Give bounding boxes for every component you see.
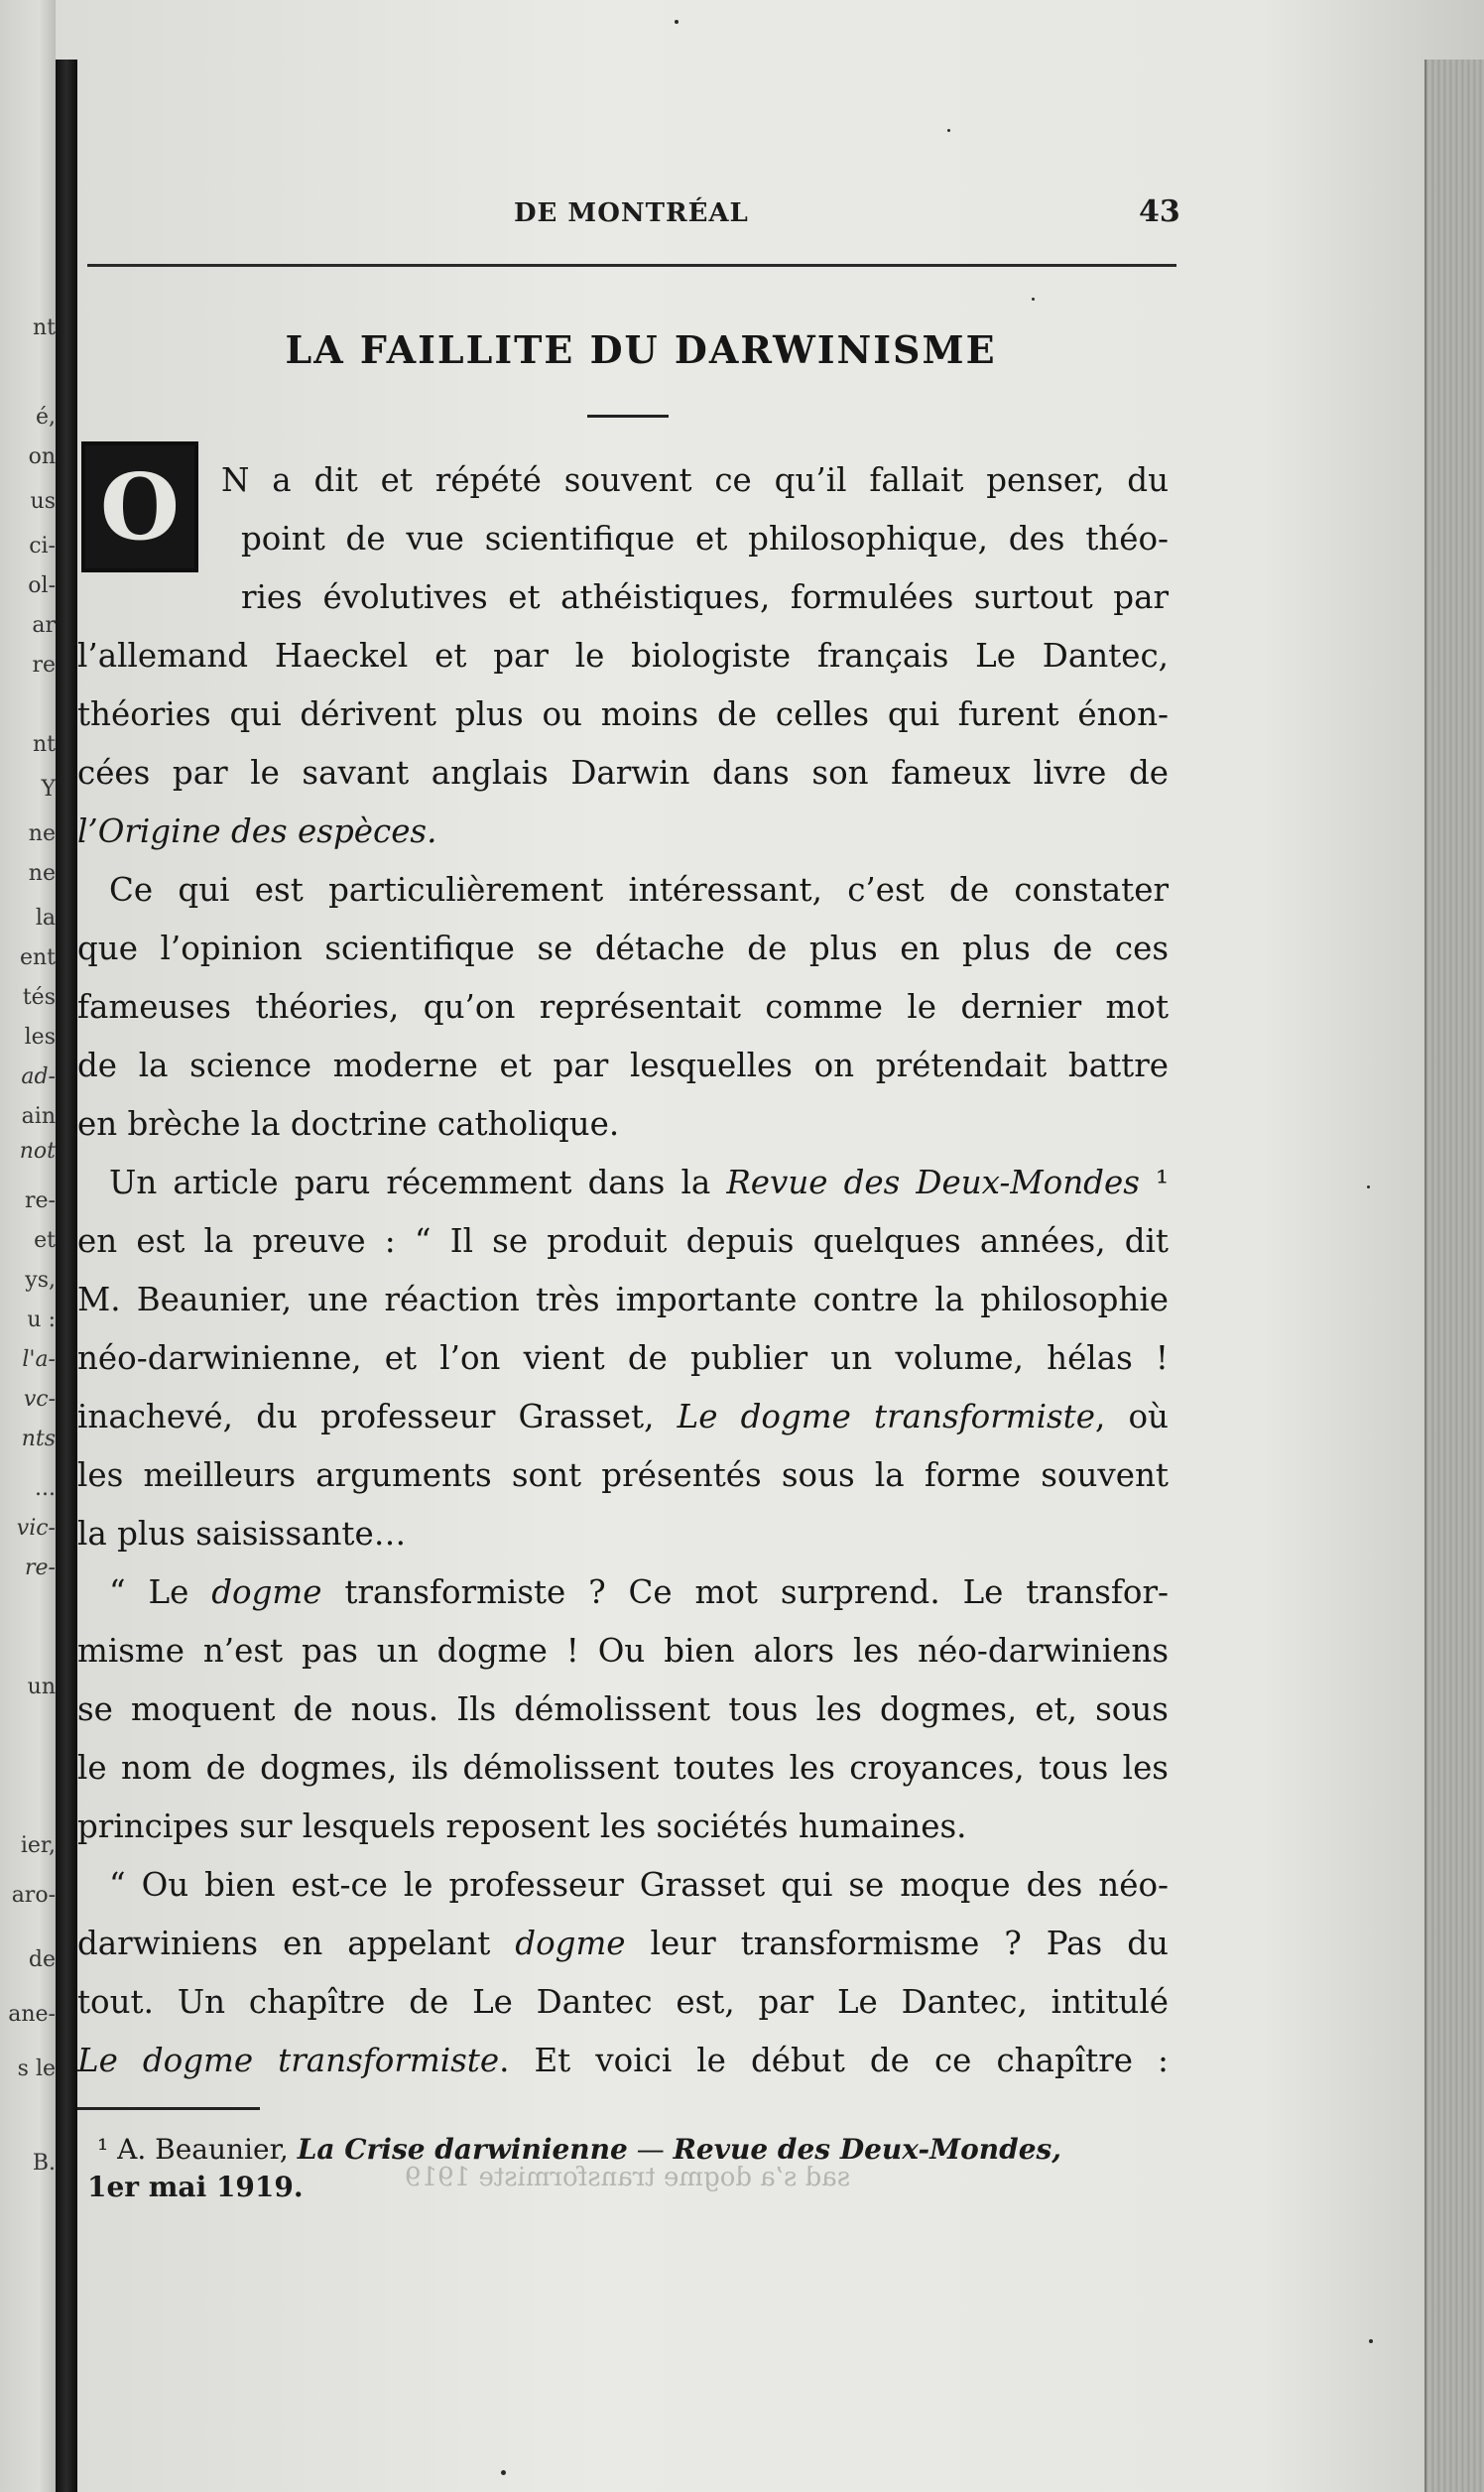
text-run: . Et voici le début de ce chapître : — [499, 2042, 1169, 2079]
left-page-fragment: les — [24, 1025, 56, 1050]
text-run: se moquent de nous. Ils démolissent tous les dogmes, et, sous — [77, 1690, 1169, 1728]
text-run: N a dit et répété souvent ce qu’il fallait penser, du — [221, 461, 1169, 499]
body-line — [77, 1748, 1169, 1788]
text-run: ¹ — [1139, 1164, 1170, 1201]
body-line — [77, 1689, 1169, 1729]
text-run: dogme — [515, 1925, 626, 1962]
scan-speck — [1369, 2339, 1373, 2343]
text-run: de la science moderne et par lesquelles on prétendait battre — [77, 1047, 1169, 1084]
body-line — [77, 1046, 1169, 1085]
body-line — [77, 987, 1169, 1027]
body-line — [221, 460, 1169, 500]
text-run: l’Origine des espèces. — [77, 812, 437, 850]
left-page-fragment: Y — [41, 777, 56, 802]
left-page-fragment: ne — [28, 821, 56, 846]
footnote-line-1 — [97, 2133, 1061, 2167]
body-line — [241, 577, 1169, 617]
text-run: Le dogme transformiste — [677, 1398, 1095, 1435]
footnote-run: ¹ A. Beaunier, — [97, 2133, 298, 2166]
text-run: Revue des Deux-Mondes — [726, 1164, 1140, 1201]
body-line — [77, 753, 1169, 793]
body-line — [77, 1397, 1169, 1436]
left-page-fragment: ... — [35, 1476, 56, 1501]
scan-speck — [1367, 1185, 1370, 1188]
left-page-fragment: re- — [25, 1556, 56, 1580]
left-page-fragment: ci- — [29, 534, 56, 559]
left-page-fragment: ane- — [8, 2002, 56, 2027]
dropcap-letter: O — [99, 453, 181, 561]
footnote-rule — [77, 2107, 260, 2110]
body-line — [77, 1631, 1169, 1671]
text-run: transformiste ? Ce mot surprend. Le transfor- — [321, 1573, 1169, 1611]
left-page-fragment: on — [28, 444, 56, 469]
left-page-fragment: nts — [21, 1427, 56, 1451]
footnote-line-2: 1er mai 1919. — [87, 2171, 304, 2203]
text-run: inachevé, du professeur Grasset, — [77, 1398, 678, 1435]
text-run: les meilleurs arguments sont présentés sous la forme souvent — [77, 1456, 1169, 1494]
left-page-fragment: u : — [27, 1308, 56, 1332]
left-page-fragment: la — [35, 906, 56, 931]
left-page-fragment: not — [19, 1139, 56, 1164]
text-run: l’allemand Haeckel et par le biologiste français Le Dantec, — [77, 637, 1169, 675]
left-page-fragment: de — [28, 1947, 56, 1972]
text-run: en est la preuve : “ Il se produit depuis quelques années, dit — [77, 1222, 1169, 1260]
text-run: théories qui dérivent plus ou moins de celles qui furent énon- — [77, 695, 1169, 733]
body-line — [77, 811, 1169, 851]
scan-speck — [675, 20, 679, 24]
left-page-fragment: ier, — [20, 1833, 56, 1858]
left-page-fragment: re — [32, 653, 56, 678]
book-page — [77, 60, 1426, 2492]
text-run: Ce qui est particulièrement intéressant, c’est de constater — [109, 871, 1169, 909]
header-rule — [87, 264, 1176, 267]
book-gutter-shadow — [56, 60, 77, 2492]
text-run: néo-darwinienne, et l’on vient de publier un volume, hélas ! — [77, 1339, 1169, 1377]
scan-speck — [501, 2470, 506, 2475]
page-number: 43 — [1139, 194, 1180, 229]
left-page-fragment: nt — [32, 315, 56, 340]
body-line — [241, 519, 1169, 559]
body-line — [109, 870, 1169, 910]
text-run: Le dogme transformiste — [77, 2042, 500, 2079]
left-page-fragment: un — [27, 1675, 56, 1699]
left-page-fragment: vic- — [16, 1516, 56, 1541]
bleed-through-text: sad s’a dogme transformiste 1919 — [405, 2163, 851, 2192]
body-line — [77, 929, 1169, 968]
scan-speck — [947, 129, 950, 132]
ornamental-dropcap — [81, 441, 198, 572]
left-page-fragment: us — [30, 489, 56, 514]
body-line — [77, 1807, 1169, 1846]
left-page-fragment: ys, — [25, 1268, 56, 1293]
left-page-fragment: ol- — [28, 573, 56, 598]
text-run: Un article paru récemment dans la — [109, 1164, 727, 1201]
text-run: M. Beaunier, une réaction très importante contre la philosophie — [77, 1281, 1169, 1318]
text-run: la plus saisissante… — [77, 1515, 407, 1553]
left-page-fragment: nt — [32, 732, 56, 757]
left-page-fragment: B. — [32, 2151, 56, 2176]
left-page-fragment: l'a- — [22, 1347, 56, 1372]
text-run: fameuses théories, qu’on représentait comme le dernier mot — [77, 988, 1169, 1026]
footnote-run: La Crise darwinienne — [297, 2133, 628, 2166]
body-line — [77, 1514, 1169, 1554]
running-title: DE MONTRÉAL — [514, 198, 749, 228]
running-head — [77, 60, 1426, 258]
text-run: dogme — [211, 1573, 322, 1611]
chapter-title: LA FAILLITE DU DARWINISME — [285, 327, 997, 372]
body-line — [77, 1104, 1169, 1144]
left-page-fragment: ar — [32, 613, 56, 638]
body-line — [77, 636, 1169, 676]
left-page-fragment: é, — [35, 405, 56, 430]
title-rule — [587, 415, 669, 418]
text-run: tout. Un chapître de Le Dantec est, par Le Dantec, intitulé — [77, 1983, 1169, 2021]
body-line — [77, 2041, 1169, 2080]
scan-speck — [1032, 298, 1035, 301]
body-line — [77, 1338, 1169, 1378]
text-run: que l’opinion scientifique se détache de plus en plus de ces — [77, 930, 1169, 967]
left-page-fragment: re- — [25, 1188, 56, 1213]
body-line — [109, 1163, 1169, 1202]
text-run: “ Le — [109, 1573, 212, 1611]
footnote-run: Revue des Deux-Mondes, — [673, 2133, 1062, 2166]
left-page-fragment: et — [34, 1228, 56, 1253]
adjacent-left-page-edge — [0, 0, 56, 2492]
text-run: cées par le savant anglais Darwin dans son fameux livre de — [77, 754, 1169, 792]
left-page-fragment: aro- — [11, 1883, 56, 1908]
text-run: “ Ou bien est-ce le professeur Grasset qui se moque des néo- — [109, 1866, 1169, 1904]
body-line — [109, 1865, 1169, 1905]
left-page-fragment: ad- — [21, 1064, 56, 1089]
text-run: darwiniens en appelant — [77, 1925, 516, 1962]
text-run: principes sur lesquels reposent les sociétés humaines. — [77, 1807, 967, 1845]
left-page-fragment: tés — [22, 985, 56, 1010]
body-line — [109, 1572, 1169, 1612]
text-run: le nom de dogmes, ils démolissent toutes les croyances, tous les — [77, 1749, 1169, 1787]
body-line — [77, 1280, 1169, 1319]
text-run: point de vue scientifique et philosophique, des théo- — [241, 520, 1169, 558]
left-page-fragment: vc- — [23, 1387, 56, 1412]
text-run: leur transformisme ? Pas du — [625, 1925, 1169, 1962]
left-page-fragment: ent — [19, 945, 56, 970]
body-line — [77, 1455, 1169, 1495]
left-page-fragment: ain — [21, 1104, 56, 1129]
body-line — [77, 694, 1169, 734]
left-page-fragment: ne — [28, 861, 56, 886]
body-line — [77, 1221, 1169, 1261]
body-line — [77, 1982, 1169, 2022]
left-page-fragment: s le — [17, 2056, 56, 2081]
footnote-run: — — [627, 2133, 674, 2166]
text-run: misme n’est pas un dogme ! Ou bien alors les néo-darwiniens — [77, 1632, 1169, 1670]
text-run: , où — [1094, 1398, 1169, 1435]
text-run: ries évolutives et athéistiques, formulées surtout par — [241, 578, 1169, 616]
text-run: en brèche la doctrine catholique. — [77, 1105, 620, 1143]
body-line — [77, 1924, 1169, 1963]
page-stack-edge — [1424, 60, 1484, 2492]
